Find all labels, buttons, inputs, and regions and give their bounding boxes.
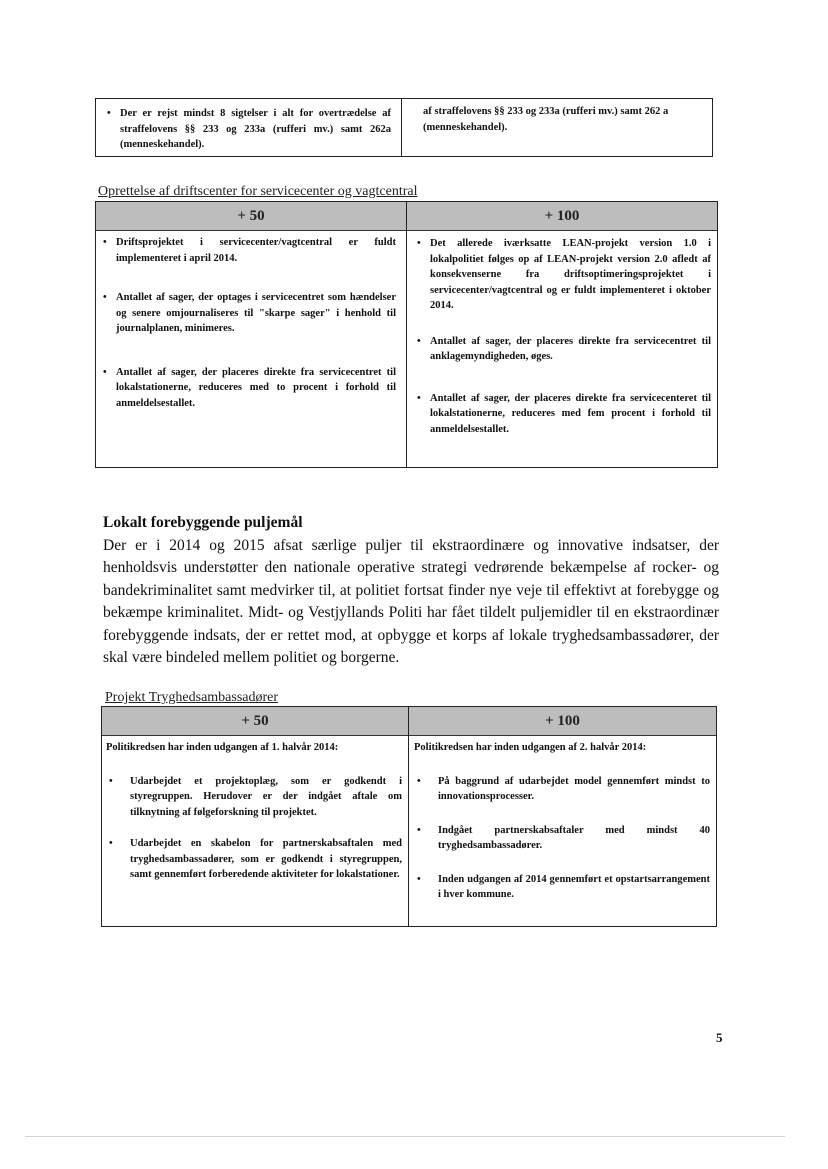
column-divider [401, 99, 402, 156]
continuation-left-cell [96, 99, 401, 156]
puljemaal-paragraph [103, 512, 719, 670]
footer-divider [25, 1136, 785, 1137]
paragraph-body: Der er i 2014 og 2015 afsat særlige puljer til ekstraordinære og innovative indsatser, der henholdsvis understøtter den nationale operative strategi vedrørende bekæmpelse af rocker- og bandekriminalitet samt medvirker til, at politiet fortsat finder nye veje til effektivt at forebygge og bekæmpe kriminalitet. Midt- og Vestjyllands Politi har fået tildelt puljemidler til en ekstraordinær forebyggende indsats, der er rettet mod, at opbygge et korps af lokale tryghedsambassadører, der skal være bindeled mellem politiet og borgerne. [103, 536, 719, 666]
header-plus-50: + 50 [237, 208, 265, 224]
page-number: 5 [716, 1030, 723, 1045]
list-item: • Indgået partnerskabsaftaler med mindst 40 tryghedsambassadører. [414, 823, 710, 854]
list-item: • Inden udgangen af 2014 gennemført et opstartsarrangement i hver kommune. [414, 872, 710, 903]
table-header-row [102, 707, 716, 736]
header-plus-100: + 100 [406, 202, 717, 230]
paragraph-title: Lokalt forebyggende puljemål [103, 514, 303, 531]
list-item: • Driftsprojektet i servicecenter/vagtcentral er fuldt implementeret i april 2014. [100, 235, 396, 266]
col1-cell [96, 235, 406, 467]
section-heading-tryghed: Projekt Tryghedsambassadører [105, 690, 279, 705]
list-item: • Det allerede iværksatte LEAN-projekt version 1.0 i lokalpolitiet følges op af LEAN-projekt version 2.0 afledt af konsekvenserne fra driftsoptimeringsprojektet i servicecenter/vagtcentral og er fuldt implementeret i oktober 2014. [414, 236, 711, 314]
col2-cell [408, 236, 717, 467]
column-divider [406, 202, 407, 467]
list-item: • Antallet af sager, der placeres direkte fra servicecentret til anklagemyndigheden, øges. [414, 334, 711, 365]
list-item: • Antallet af sager, der placeres direkte fra servicecentret til lokalstationerne, reduceres med to procent i forhold til anmeldelsestallet. [100, 365, 396, 412]
list-item: • På baggrund af udarbejdet model gennemført mindst to innovationsprocesser. [414, 774, 710, 805]
header-plus-100: + 100 [408, 707, 716, 735]
list-item: • Udarbejdet en skabelon for partnerskabsaftalen med tryghedsambassadører, som er godkendt i styregruppen, samt gennemført forberedende aktiviteter for lokalstationer. [106, 836, 402, 883]
list-item: • Antallet af sager, der placeres direkte fra servicecenteret til lokalstationerne, reduceres med fem procent i forhold til anmeldelsestallet. [414, 391, 711, 438]
header-plus-50: + 50 [241, 713, 269, 729]
continuation-right-cell [403, 99, 712, 156]
column-divider [408, 707, 409, 926]
continuation-bullet: • Der er rejst mindst 8 sigtelser i alt for overtrædelse af straffelovens §§ 233 og 233a (rufferi mv.) samt 262a (menneskehandel). [104, 106, 391, 153]
continuation-text: af straffelovens §§ 233 og 233a (rufferi mv.) samt 262 a (menneskehandel). [423, 106, 669, 133]
list-item: • Udarbejdet et projektoplæg, som er godkendt i styregruppen. Herudover er der indgået aftale om tilknytning af følgeforskning til projektet. [106, 774, 402, 821]
col2-intro: Politikredsen har inden udgangen af 2. halvår 2014: [414, 742, 647, 753]
driftscenter-table [95, 201, 718, 468]
continuation-table [95, 98, 713, 157]
col1-intro: Politikredsen har inden udgangen af 1. halvår 2014: [106, 742, 339, 753]
section-heading-driftscenter: Oprettelse af driftscenter for servicecenter og vagtcentral [98, 184, 418, 199]
col2-cell [410, 740, 716, 926]
col1-cell [102, 740, 408, 926]
tryghed-table [101, 706, 717, 927]
list-item: • Antallet af sager, der optages i servicecentret som hændelser og senere omjournaliseres til "skarpe sager" i henhold til journalplanen, minimeres. [100, 290, 396, 337]
